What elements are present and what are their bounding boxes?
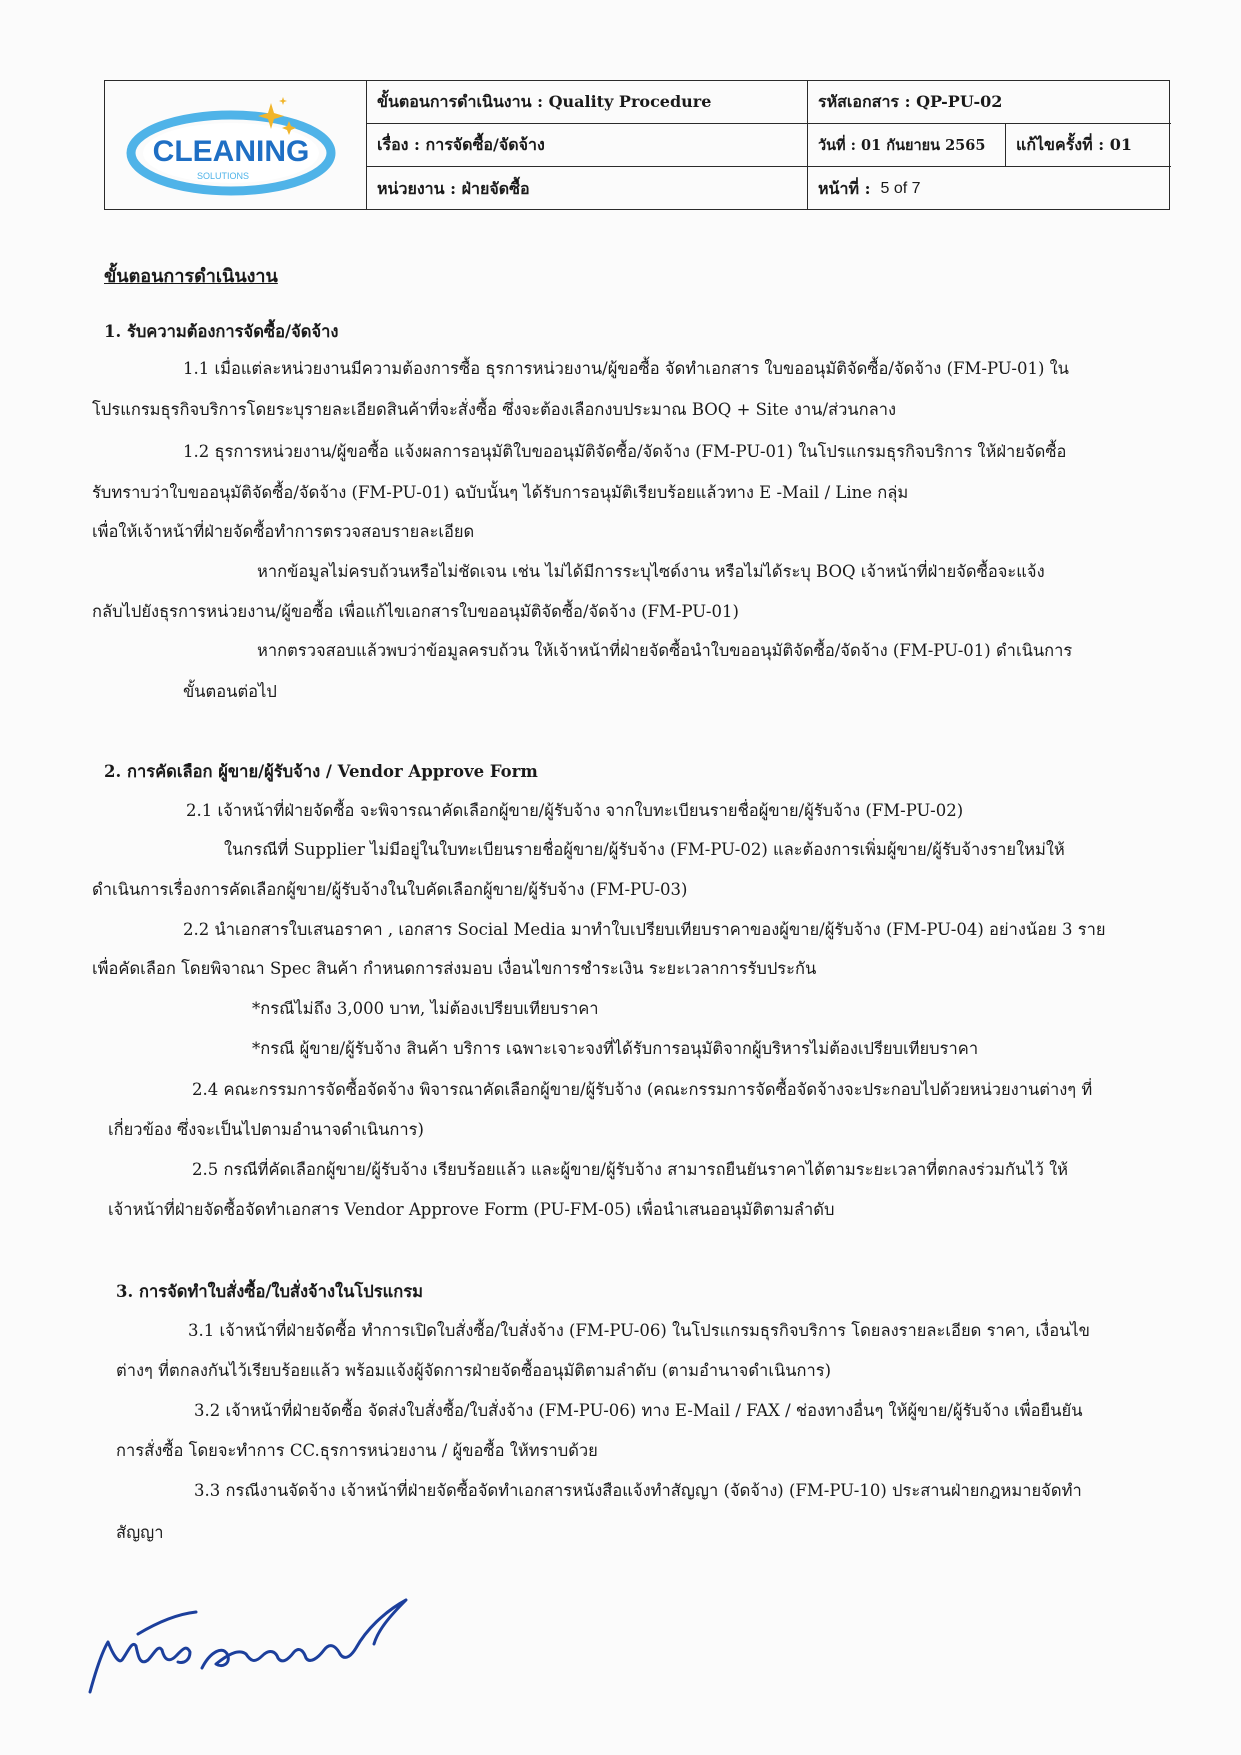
paragraph-2-4-line-2: เกี่ยวข้อง ซึ่งจะเป็นไปตามอำนาจดำเนินการ) <box>108 1120 424 1139</box>
paragraph-2-2-line-2: เพื่อคัดเลือก โดยพิจาณา Spec สินค้า กำหนดการส่งมอบ เงื่อนไขการชำระเงิน ระยะเวลาการรับประกัน <box>92 959 817 978</box>
paragraph-2-2-note-2: *กรณี ผู้ขาย/ผู้รับจ้าง สินค้า บริการ เฉพาะเจาะจงที่ได้รับการอนุมัติจากผู้บริหารไม่ต้องเปรียบเทียบราคา <box>252 1039 979 1058</box>
document-code: รหัสเอกสาร : QP-PU-02 <box>818 91 1003 111</box>
paragraph-3-2-line-1: 3.2 เจ้าหน้าที่ฝ่ายจัดซื้อ จัดส่งใบสั่งซื้อ/ใบสั่งจ้าง (FM-PU-06) ทาง E-Mail / FAX / ช่องทางอื่นๆ ให้ผู้ขาย/ผู้รับจ้าง เพื่อยืนยัน <box>194 1401 1083 1420</box>
paragraph-2-5-line-2: เจ้าหน้าที่ฝ่ายจัดซื้อจัดทำเอกสาร Vendor Approve Form (PU-FM-05) เพื่อนำเสนออนุมัติตามลำดับ <box>108 1200 835 1219</box>
logo-text: CLEANING <box>152 135 310 168</box>
logo-cell <box>105 81 367 209</box>
paragraph-2-5-line-1: 2.5 กรณีที่คัดเลือกผู้ขาย/ผู้รับจ้าง เรียบร้อยแล้ว และผู้ขาย/ผู้รับจ้าง สามารถยืนยันราคาได้ตามระยะเวลาที่ตกลงร่วมกันไว้ ให้ <box>192 1160 1069 1179</box>
paragraph-1-2-line-2: รับทราบว่าใบขออนุมัติจัดซื้อ/จัดจ้าง (FM-PU-01) ฉบับนั้นๆ ได้รับการอนุมัติเรียบร้อยแล้วทาง E -Mail / Line กลุ่ม <box>92 483 909 502</box>
paragraph-2-2-line-1: 2.2 นำเอกสารใบเสนอราคา , เอกสาร Social Media มาทำใบเปรียบเทียบราคาของผู้ขาย/ผู้รับจ้าง (FM-PU-04) อย่างน้อย 3 ราย <box>183 920 1106 939</box>
document-subject: เรื่อง : การจัดซื้อ/จัดจ้าง <box>377 134 545 154</box>
procedure-title: ขั้นตอนการดำเนินงาน : Quality Procedure <box>377 91 712 111</box>
company-logo <box>123 95 349 199</box>
paragraph-3-3-line-1: 3.3 กรณีงานจัดจ้าง เจ้าหน้าที่ฝ่ายจัดซื้อจัดทำเอกสารหนังสือแจ้งทำสัญญา (จัดจ้าง) (FM-PU-10) ประสานฝ่ายกฎหมายจัดทำ <box>194 1481 1082 1500</box>
paragraph-1-2-line-1: 1.2 ธุรการหน่วยงาน/ผู้ขอซื้อ แจ้งผลการอนุมัติใบขออนุมัติจัดซื้อ/จัดจ้าง (FM-PU-01) ในโปรแกรมธุรกิจบริการ ให้ฝ่ายจัดซื้อ <box>183 442 1067 461</box>
paragraph-1-1-line-2: โปรแกรมธุรกิจบริการโดยระบุรายละเอียดสินค้าที่จะสั่งซื้อ ซึ่งจะต้องเลือกงบประมาณ BOQ + Site งาน/ส่วนกลาง <box>92 400 897 419</box>
paragraph-3-1-line-1: 3.1 เจ้าหน้าที่ฝ่ายจัดซื้อ ทำการเปิดใบสั่งซื้อ/ใบสั่งจ้าง (FM-PU-06) ในโปรแกรมธุรกิจบริการ โดยลงรายละเอียด ราคา, เงื่อนไข <box>188 1321 1090 1340</box>
page-number <box>808 167 1171 211</box>
paragraph-3-1-line-2: ต่างๆ ที่ตกลงกันไว้เรียบร้อยแล้ว พร้อมแจ้งผู้จัดการฝ่ายจัดซื้ออนุมัติตามลำดับ (ตามอำนาจดำเนินการ) <box>116 1361 832 1380</box>
section-1-title: 1. รับความต้องการจัดซื้อ/จัดจ้าง <box>104 322 339 341</box>
section-heading: ขั้นตอนการดำเนินงาน <box>104 266 278 287</box>
paragraph-1-2-line-6: หากตรวจสอบแล้วพบว่าข้อมูลครบถ้วน ให้เจ้าหน้าที่ฝ่ายจัดซื้อนำใบขออนุมัติจัดซื้อ/จัดจ้าง (FM-PU-01) ดำเนินการ <box>257 641 1073 660</box>
department-label: หน่วยงาน : ฝ่ายจัดซื้อ <box>377 178 530 198</box>
paragraph-1-2-line-7: ขั้นตอนต่อไป <box>183 682 277 701</box>
revision-number: แก้ไขครั้งที่ : 01 <box>1016 134 1132 154</box>
paragraph-3-2-line-2: การสั่งซื้อ โดยจะทำการ CC.ธุรการหน่วยงาน / ผู้ขอซื้อ ให้ทราบด้วย <box>116 1441 598 1460</box>
paragraph-1-2-line-4: หากข้อมูลไม่ครบถ้วนหรือไม่ชัดเจน เช่น ไม่ได้มีการระบุไซด์งาน หรือไม่ได้ระบุ BOQ เจ้าหน้าที่ฝ่ายจัดซื้อจะแจ้ง <box>257 562 1045 581</box>
page-number-label: หน้าที่ : <box>818 178 871 198</box>
procedure-info-cell <box>367 81 808 209</box>
paragraph-1-2-line-5: กลับไปยังธุรการหน่วยงาน/ผู้ขอซื้อ เพื่อแก้ไขเอกสารใบขออนุมัติจัดซื้อ/จัดจ้าง (FM-PU-01) <box>92 602 739 621</box>
paragraph-2-1-line-2: ในกรณีที่ Supplier ไม่มีอยู่ในใบทะเบียนรายชื่อผู้ขาย/ผู้รับจ้าง (FM-PU-02) และต้องการเพิ่มผู้ขาย/ผู้รับจ้างรายใหม่ให้ <box>224 840 1065 859</box>
section-2-title: 2. การคัดเลือก ผู้ขาย/ผู้รับจ้าง / Vendor Approve Form <box>104 762 538 781</box>
section-3-title: 3. การจัดทำใบสั่งซื้อ/ใบสั่งจ้างในโปรแกรม <box>116 1282 423 1301</box>
document-header-table <box>104 80 1170 210</box>
paragraph-1-1-line-1: 1.1 เมื่อแต่ละหน่วยงานมีความต้องการซื้อ ธุรการหน่วยงาน/ผู้ขอซื้อ จัดทำเอกสาร ใบขออนุมัติจัดซื้อ/จัดจ้าง (FM-PU-01) ใน <box>183 359 1069 378</box>
document-control-cell <box>808 81 1171 209</box>
effective-date: วันที่ : 01 กันยายน 2565 <box>808 124 1006 166</box>
paragraph-2-1-line-3: ดำเนินการเรื่องการคัดเลือกผู้ขาย/ผู้รับจ้างในใบคัดเลือกผู้ขาย/ผู้รับจ้าง (FM-PU-03) <box>92 880 688 899</box>
page-number-value: 5 of 7 <box>880 180 921 197</box>
paragraph-1-2-line-3: เพื่อให้เจ้าหน้าที่ฝ่ายจัดซื้อทำการตรวจสอบรายละเอียด <box>92 522 475 541</box>
paragraph-2-4-line-1: 2.4 คณะกรรมการจัดซื้อจัดจ้าง พิจารณาคัดเลือกผู้ขาย/ผู้รับจ้าง (คณะกรรมการจัดซื้อจัดจ้างจะประกอบไปด้วยหน่วยงานต่างๆ ที่ <box>192 1080 1093 1099</box>
paragraph-3-3-line-2: สัญญา <box>116 1523 164 1542</box>
logo-subtext: SOLUTIONS <box>196 171 250 181</box>
paragraph-2-2-note-1: *กรณีไม่ถึง 3,000 บาท, ไม่ต้องเปรียบเทียบราคา <box>252 999 599 1018</box>
handwritten-signature <box>78 1560 438 1710</box>
paragraph-2-1-line-1: 2.1 เจ้าหน้าที่ฝ่ายจัดซื้อ จะพิจารณาคัดเลือกผู้ขาย/ผู้รับจ้าง จากใบทะเบียนรายชื่อผู้ขาย/ผู้รับจ้าง (FM-PU-02) <box>186 801 964 820</box>
